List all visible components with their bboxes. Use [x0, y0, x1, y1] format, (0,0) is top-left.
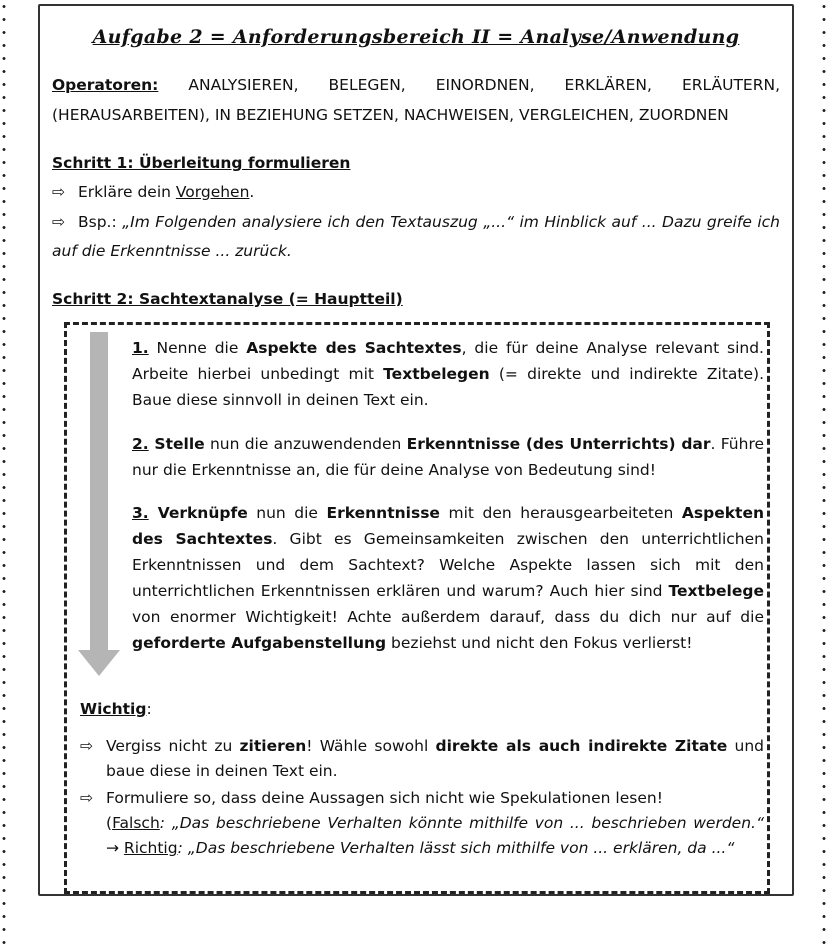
arrow-icon: ⇨ — [52, 183, 65, 201]
important-item-2: ⇨ Formuliere so, dass deine Aussagen sich nicht wie Spekulationen lesen! (Falsch: „Das beschriebene Verhalten könnte mithilfe von ... beschrieben werden.“ → Richtig: „Das beschriebene Verhalten lässt sich mithilfe von ... erklären, da ...“ — [80, 786, 764, 861]
operators-list: ANALYSIEREN, BELEGEN, EINORDNEN, ERKLÄREN, ERLÄUTERN, (HERAUSARBEITEN), IN BEZIEHUNG SETZEN, NACHWEISEN, VERGLEICHEN, ZUORDNEN — [52, 76, 780, 124]
down-arrow-icon — [90, 332, 108, 652]
arrow-icon: ⇨ — [80, 737, 93, 755]
step1-heading: Schritt 1: Überleitung formulieren — [52, 154, 351, 172]
step2-point-3: 3. Verknüpfe nun die Erkenntnisse mit den herausgearbeiteten Aspekten des Sachtextes. Gibt es Gemeinsamkeiten zwischen den unterrichtlichen Erkenntnissen und dem Sachtext? Welche Aspekte lassen sich mit den unterrichtlichen Erkenntnissen erklären und warum? Auch hier sind Textbelege von enormer Wichtigkeit! Achte außerdem darauf, dass du dich nur auf die geforderte Aufgabenstellung beziehst und nicht den Fokus verlierst! — [132, 504, 765, 652]
step2-heading: Schritt 2: Sachtextanalyse (= Hauptteil) — [52, 290, 403, 308]
arrow-icon: ⇨ — [52, 213, 65, 231]
page-title: Aufgabe 2 = Anforderungsbereich II = Analyse/Anwendung — [92, 26, 740, 48]
left-dotted-margin — [2, 0, 6, 952]
step2-point-2: 2. Stelle nun die anzuwendenden Erkenntnisse (des Unterrichts) dar. Führe nur die Erkenntnisse an, die für deine Analyse von Bedeutung sind! — [132, 435, 765, 479]
important-item-1: ⇨ Vergiss nicht zu zitieren! Wähle sowohl direkte als auch indirekte Zitate und baue diese in deinen Text ein. — [80, 734, 764, 784]
worksheet — [38, 4, 794, 896]
right-dotted-margin — [822, 0, 826, 952]
arrow-icon: ⇨ — [80, 789, 93, 807]
step1-bullet-1: ⇨ Erkläre dein Vorgehen. — [52, 178, 780, 207]
operators-paragraph — [52, 70, 780, 130]
step1-bullet-2: ⇨ Bsp.: „Im Folgenden analysiere ich den Textauszug „...“ im Hinblick auf ... Dazu greife ich auf die Erkenntnisse ... zurück. — [52, 208, 780, 266]
important-heading: Wichtig: — [80, 700, 152, 718]
step2-point-1: 1. Nenne die Aspekte des Sachtextes, die für deine Analyse relevant sind. Arbeite hierbei unbedingt mit Textbelegen (= direkte und indirekte Zitate). Baue diese sinnvoll in deinen Text ein. — [132, 339, 765, 409]
down-arrow-head-icon — [78, 650, 120, 676]
operators-label: Operatoren: — [52, 76, 159, 94]
